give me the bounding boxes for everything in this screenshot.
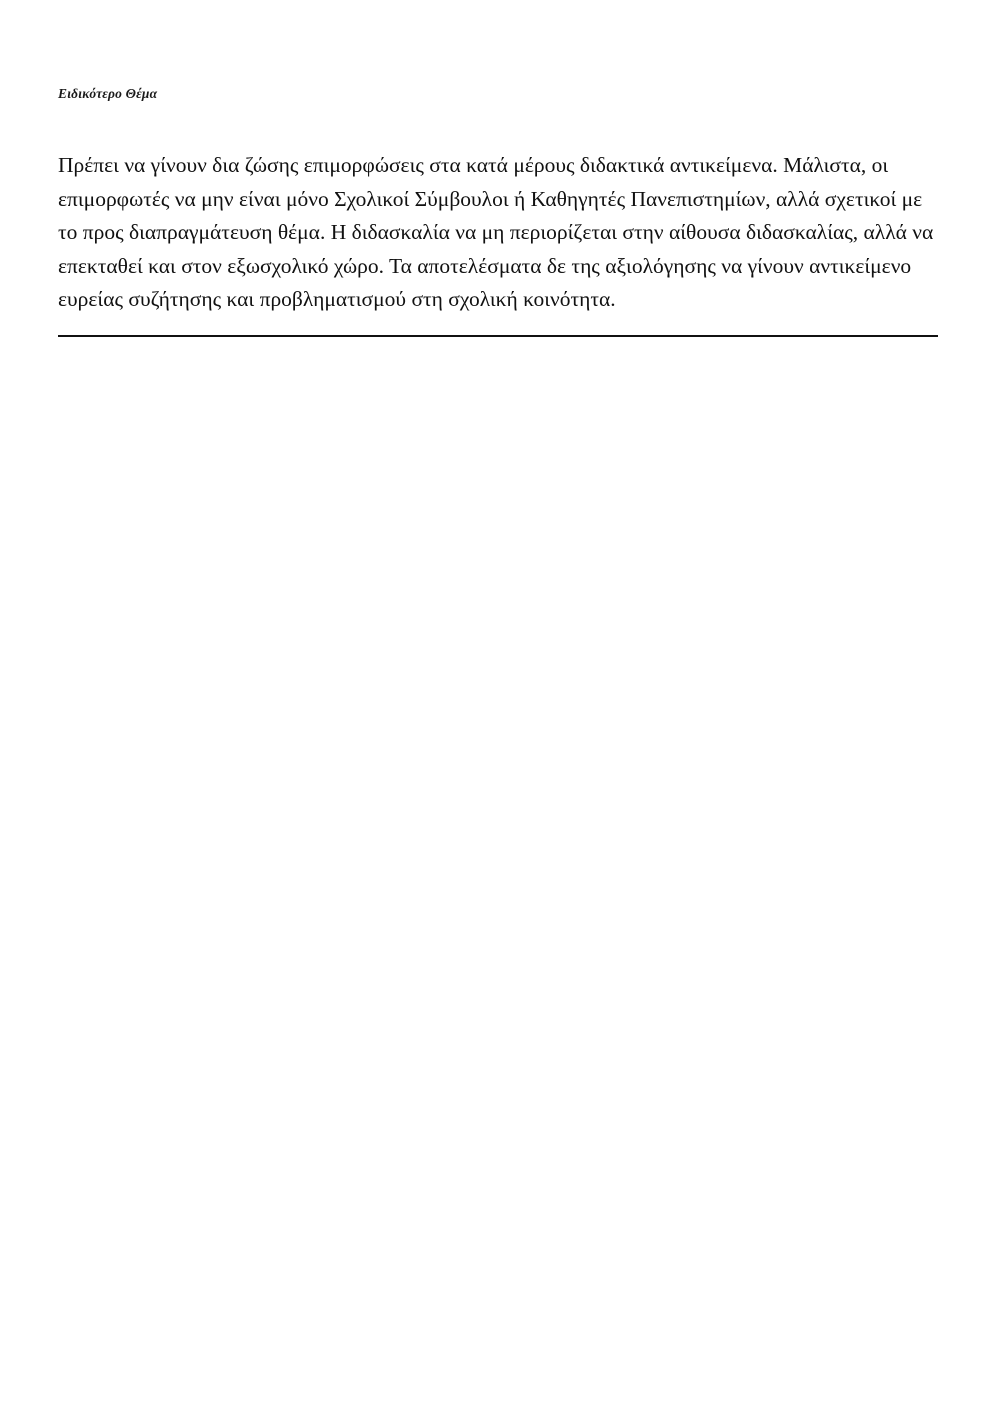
horizontal-rule-divider	[58, 335, 938, 337]
document-content	[58, 86, 938, 317]
body-text-block	[58, 149, 936, 317]
paragraph-text: Πρέπει να γίνουν δια ζώσης επιμορφώσεις στα κατά μέρους διδακτικά αντικείμενα. Μάλιστα, οι επιμορφωτές να μην είναι μόνο Σχολικοί Σύμβουλοι ή Καθηγητές Πανεπιστημίων, αλλά σχετικοί με το προς διαπραγμάτευση θέμα. Η διδασκαλία να μη περιορίζεται στην αίθουσα διδασκαλίας, αλλά να επεκταθεί και στον εξωσχολικό χώρο. Τα αποτελέσματα δε της αξιολόγησης να γίνουν αντικείμενο ευρείας συζήτησης και προβληματισμού στη σχολική κοινότητα.	[58, 153, 934, 312]
section-heading: Ειδικότερο Θέμα	[58, 86, 158, 101]
